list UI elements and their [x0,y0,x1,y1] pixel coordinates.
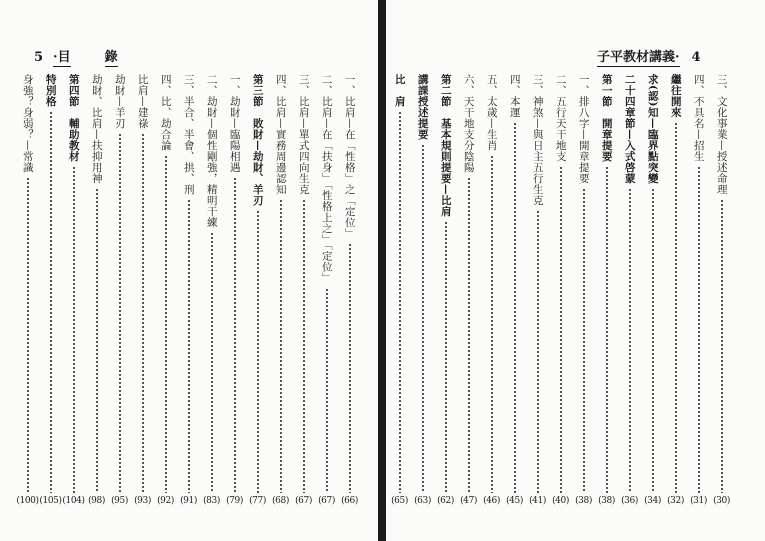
toc-entry-page: (79) [226,496,243,506]
toc-leader-dots [606,166,608,493]
toc-entry-page: (93) [134,496,151,506]
toc-entry [131,74,154,506]
toc-entry-page: (63) [414,496,431,506]
right-page-title: 子平教材講義· [597,46,680,67]
toc-entry-page: (65) [391,496,408,506]
toc-entry [16,74,39,506]
toc-leader-dots [629,188,631,493]
toc-entry [572,74,595,506]
toc-entry-page: (45) [506,496,523,506]
toc-entry [177,74,200,506]
toc-entry-title: 二、劫財—個性剛強，精明干練 [205,74,218,228]
toc-entry [687,74,710,506]
toc-entry-page: (46) [483,496,500,506]
toc-entry-title: 三、神煞—與日主五行生克 [531,74,544,206]
toc-entry-title: 一、排八字—開章提要 [577,74,590,184]
toc-leader-dots [50,111,52,493]
toc-leader-dots [468,177,470,493]
toc-entry [338,74,361,506]
toc-leader-dots [349,243,351,493]
toc-leader-dots [257,210,259,493]
toc-entry [292,74,315,506]
toc-entry [223,74,246,506]
toc-entry [457,74,480,506]
toc-leader-dots [652,188,654,493]
toc-entry-page: (67) [318,496,335,506]
toc-entry-title: 第一節 開章提要 [600,74,613,162]
toc-leader-dots [583,188,585,493]
toc-entry [641,74,664,506]
toc-entry-title: 繼往開來 [669,74,682,118]
toc-entry-title: 一、劫財—臨陽相遇 [228,74,241,173]
toc-entry [388,74,411,506]
toc-entry-page: (62) [437,496,454,506]
toc-leader-dots [27,177,29,493]
toc-entry-title: 三、文化事業—授述命理 [715,74,728,195]
toc-entry [246,74,269,506]
toc-entry-title: 四、不具名—招生 [692,74,705,162]
toc-entry-page: (31) [690,496,707,506]
toc-entry-page: (105) [39,496,62,506]
toc-leader-dots [96,188,98,493]
toc-entry [503,74,526,506]
toc-leader-dots [142,133,144,493]
toc-entry [664,74,687,506]
toc-entry [85,74,108,506]
toc-leader-dots [73,166,75,493]
right-page-number: 4 [691,50,701,65]
toc-leader-dots [326,288,328,494]
toc-entry-title: 三、半合、半會、拱、刑 [182,74,195,195]
toc-entry [154,74,177,506]
toc-entry-page: (30) [713,496,730,506]
toc-entry-title: 求(認)知—臨界點突變 [646,74,659,184]
toc-leader-dots [721,199,723,493]
right-toc-list [388,74,733,506]
toc-entry-title: 六、天干地支分陰陽 [462,74,475,173]
toc-entry-title: 講課授述提要 [416,74,429,140]
toc-leader-dots [211,232,213,493]
toc-leader-dots [675,122,677,493]
toc-entry-page: (91) [180,496,197,506]
toc-entry [39,74,62,506]
toc-entry-page: (32) [667,496,684,506]
toc-entry [62,74,85,506]
toc-leader-dots [280,199,282,493]
toc-entry-title: 第三節 敗財—劫財、羊刃 [251,74,264,206]
toc-entry [710,74,733,506]
toc-entry [269,74,292,506]
toc-leader-dots [303,199,305,493]
toc-entry [526,74,549,506]
right-page-header [597,46,701,67]
toc-entry-page: (40) [552,496,569,506]
toc-entry [315,74,338,506]
toc-entry-page: (36) [621,496,638,506]
toc-entry-page: (104) [62,496,85,506]
toc-entry-title: 身強？身弱？—常識 [21,74,34,173]
toc-entry-page: (41) [529,496,546,506]
toc-leader-dots [491,155,493,493]
toc-entry-page: (77) [249,496,266,506]
toc-entry [411,74,434,506]
toc-leader-dots [165,155,167,493]
toc-entry-title: 第二節 基本規則提要—比肩 [439,74,452,217]
left-page-number: 5 [34,50,44,65]
toc-entry-title: 四、比肩—實務周邊認知 [274,74,287,195]
toc-entry-page: (47) [460,496,477,506]
toc-entry-page: (66) [341,496,358,506]
toc-leader-dots [399,111,401,493]
toc-entry-page: (67) [295,496,312,506]
left-page-title-part2: 錄 [105,46,118,67]
toc-entry-title: 比 肩 [393,74,406,107]
toc-leader-dots [698,166,700,493]
toc-leader-dots [234,177,236,493]
toc-leader-dots [188,199,190,493]
toc-entry-title: 特別格 [44,74,57,107]
toc-leader-dots [445,221,447,493]
toc-leader-dots [560,166,562,493]
toc-entry [108,74,131,506]
toc-entry [480,74,503,506]
toc-leader-dots [514,122,516,493]
toc-entry-page: (100) [16,496,39,506]
toc-entry [434,74,457,506]
toc-entry-page: (38) [598,496,615,506]
toc-entry-title: 五、太歲—生肖 [485,74,498,151]
toc-entry [618,74,641,506]
toc-entry-title: 二、比肩—在「扶身」「性格上之」「定位」 [320,74,333,284]
left-page-header [34,46,118,67]
toc-entry-title: 劫財、比肩—扶抑用神 [90,74,103,184]
toc-entry [595,74,618,506]
toc-entry-page: (98) [88,496,105,506]
toc-entry-page: (38) [575,496,592,506]
toc-entry-title: 第四節 輔助教材 [67,74,80,162]
toc-entry-title: 一、比肩—在「性格」之「定位」 [343,74,356,239]
toc-entry-page: (83) [203,496,220,506]
left-page-title-part1: ·目 [53,46,71,67]
toc-entry [200,74,223,506]
toc-entry-title: 三、比肩—單式四向生克 [297,74,310,195]
toc-leader-dots [119,133,121,493]
toc-entry-title: 四、本運 [508,74,521,118]
toc-entry-title: 二、五行天干地支 [554,74,567,162]
toc-entry [549,74,572,506]
toc-entry-page: (34) [644,496,661,506]
toc-entry-title: 劫財—羊刃 [113,74,126,129]
toc-entry-page: (92) [157,496,174,506]
book-spine [378,0,386,541]
left-toc-list [16,74,361,506]
toc-entry-page: (95) [111,496,128,506]
toc-entry-title: 四、比、劫合論 [159,74,172,151]
toc-entry-title: 二十四章節—入式啓蒙 [623,74,636,184]
toc-leader-dots [422,144,424,493]
toc-entry-page: (68) [272,496,289,506]
toc-entry-title: 比肩—建祿 [136,74,149,129]
toc-leader-dots [537,210,539,493]
